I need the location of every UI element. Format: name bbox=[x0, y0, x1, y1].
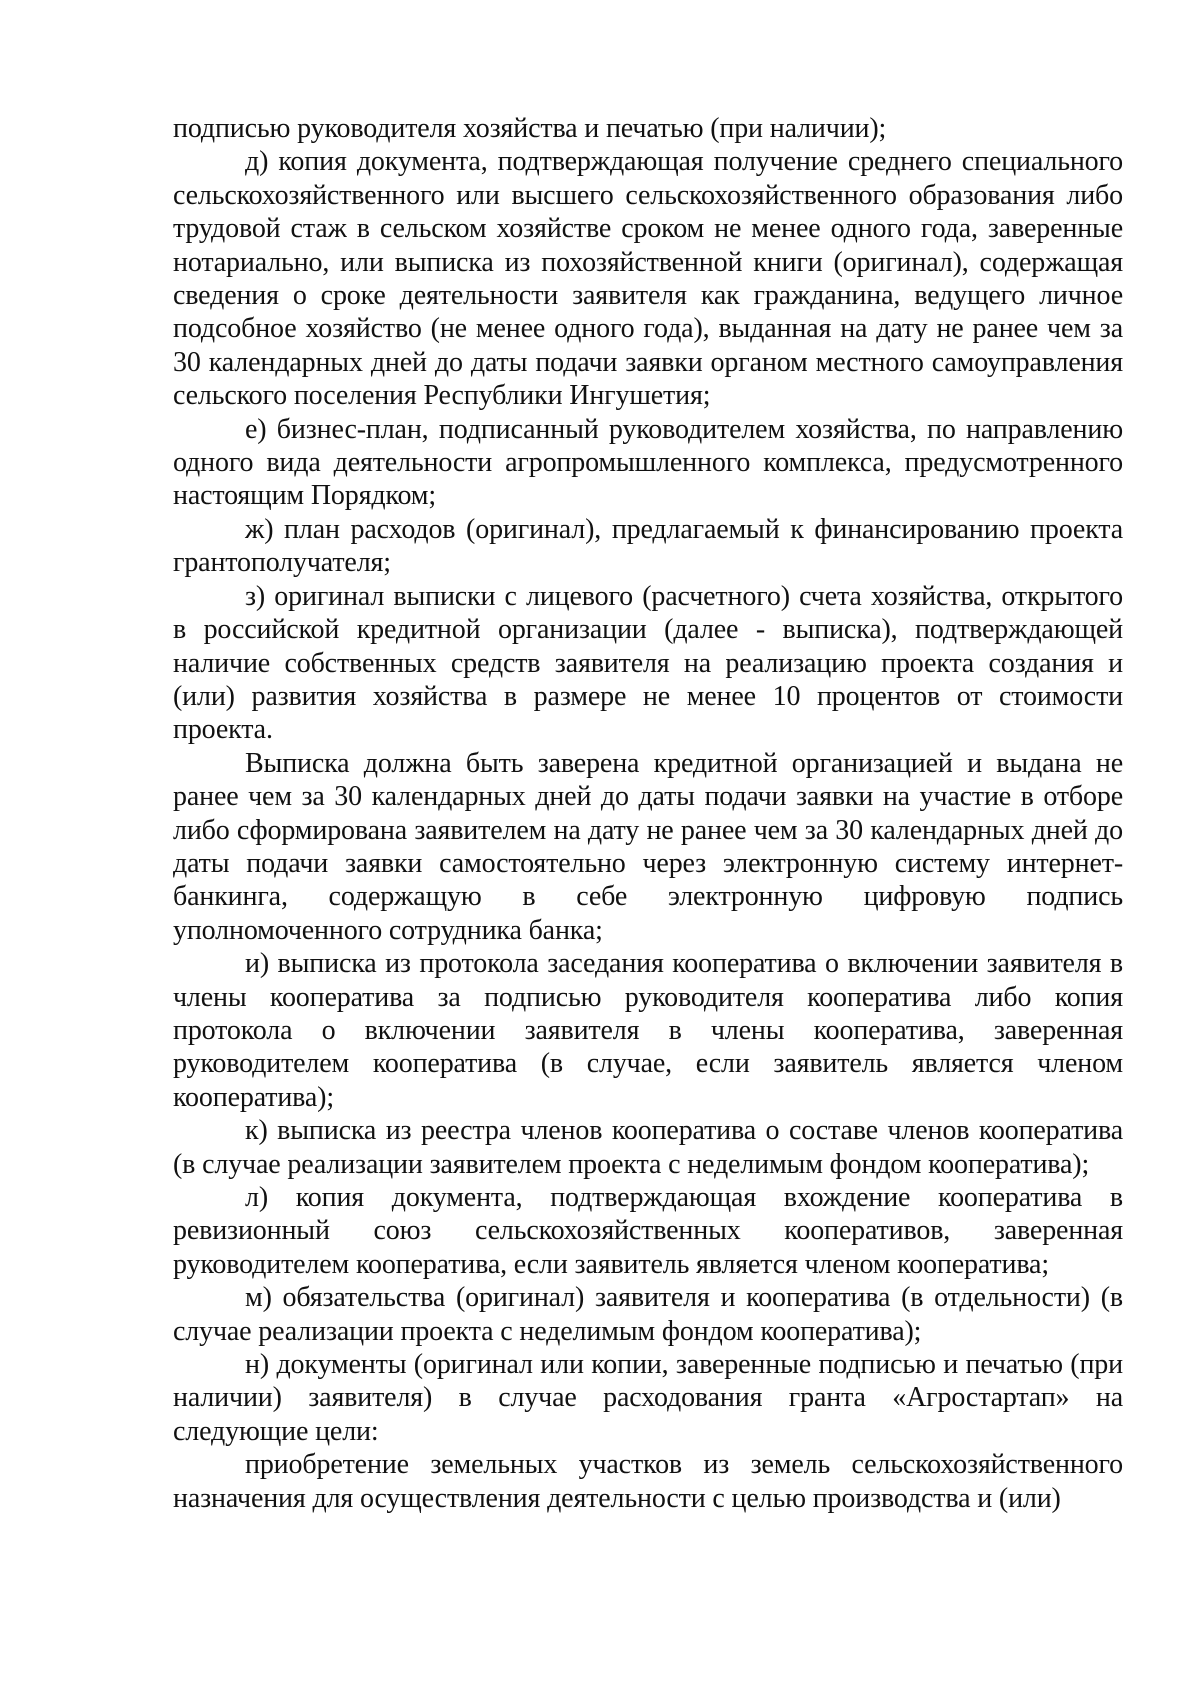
paragraph-continuation: подписью руководителя хозяйства и печатью (при наличии); bbox=[173, 113, 887, 144]
paragraph-statement-note: Выписка должна быть заверена кредитной организацией и выдана не ранее чем за 30 календарных дней до даты подачи заявки на участие в отборе либо сформирована заявителем на дату не ранее чем за 30 календарных дней до даты подачи заявки самостоятельно через электронную систему интернет-банкинга, содержащую в себе электронную цифровую подпись уполномоченного сотрудника банка; bbox=[173, 747, 1123, 946]
paragraph-item-i: и) выписка из протокола заседания кооператива о включении заявителя в члены кооператива за подписью руководителя кооператива либо копия протокола о включении заявителя в члены кооператива, заверенная руководителем кооператива (в случае, если заявитель является членом кооператива); bbox=[173, 948, 1123, 1113]
paragraph-item-d: д) копия документа, подтверждающая получение среднего специального сельскохозяйственного или высшего сельскохозяйственного образования либо трудовой стаж в сельском хозяйстве сроком не менее одного года, заверенные нотариально, или выписка из похозяйственной книги (оригинал), содержащая сведения о сроке деятельности заявителя как гражданина, ведущего личное подсобное хозяйство (не менее одного года), выданная на дату не ранее чем за 30 календарных дней до даты подачи заявки органом местного самоуправления сельского поселения Республики Ингушетия; bbox=[173, 146, 1123, 412]
paragraph-item-l: л) копия документа, подтверждающая вхождение кооператива в ревизионный союз сельскохозяйственных кооперативов, заверенная руководителем кооператива, если заявитель является членом кооператива; bbox=[173, 1182, 1123, 1280]
paragraph-item-z: з) оригинал выписки с лицевого (расчетного) счета хозяйства, открытого в российской кредитной организации (далее - выписка), подтверждающей наличие собственных средств заявителя на реализацию проекта создания и (или) развития хозяйства в размере не менее 10 процентов от стоимости проекта. bbox=[173, 580, 1123, 746]
document-page bbox=[173, 112, 1123, 1515]
paragraph-land-purchase: приобретение земельных участков из земель сельскохозяйственного назначения для осуществления деятельности с целью производства и (или) bbox=[173, 1449, 1123, 1514]
paragraph-item-m: м) обязательства (оригинал) заявителя и кооператива (в отдельности) (в случае реализации проекта с неделимым фондом кооператива); bbox=[173, 1282, 1123, 1347]
paragraph-item-e: е) бизнес-план, подписанный руководителем хозяйства, по направлению одного вида деятельности агропромышленного комплекса, предусмотренного настоящим Порядком; bbox=[173, 413, 1123, 512]
paragraph-item-n: н) документы (оригинал или копии, заверенные подписью и печатью (при наличии) заявителя) в случае расходования гранта «Агростартап» на следующие цели: bbox=[173, 1349, 1123, 1447]
paragraph-item-zh: ж) план расходов (оригинал), предлагаемый к финансированию проекта грантополучателя; bbox=[173, 513, 1123, 579]
paragraph-item-k: к) выписка из реестра членов кооператива о составе членов кооператива (в случае реализации заявителем проекта с неделимым фондом кооператива); bbox=[173, 1115, 1123, 1180]
